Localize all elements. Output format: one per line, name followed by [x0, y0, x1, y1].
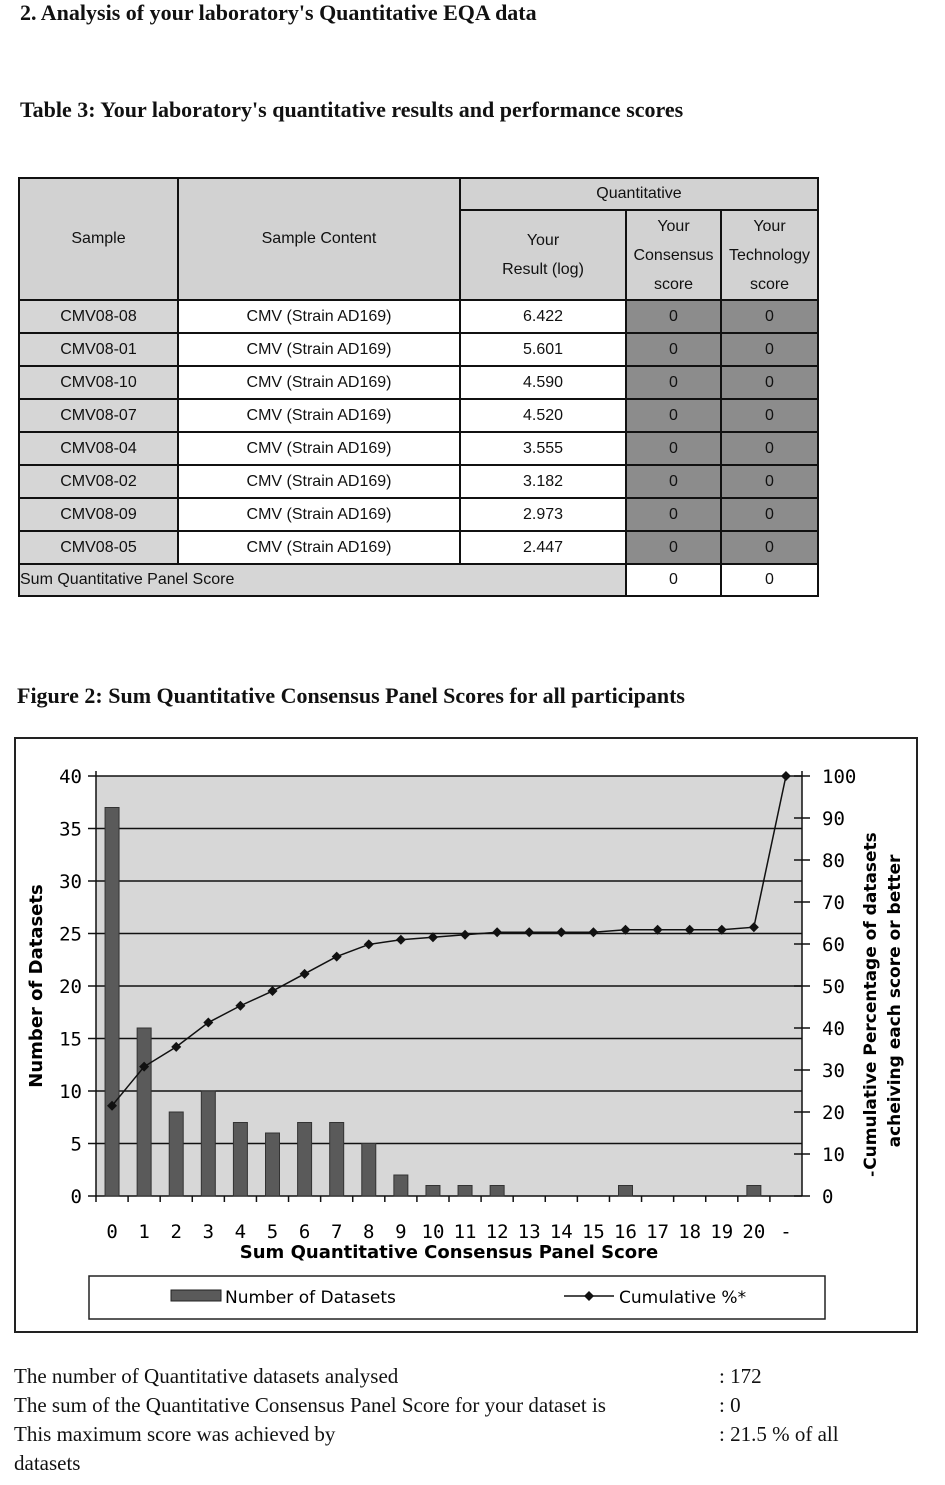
- x-tick-label: 11: [453, 1221, 477, 1243]
- bar: [747, 1186, 761, 1197]
- bar: [137, 1028, 151, 1196]
- sample-content: CMV (Strain AD169): [178, 498, 460, 531]
- y2-tick-label: 80: [822, 850, 845, 872]
- y2-tick-label: 90: [822, 808, 845, 830]
- y2-tick-label: 50: [822, 976, 845, 998]
- table-row: [19, 498, 818, 531]
- summary-label: The sum of the Quantitative Consensus Panel Score for your dataset is: [14, 1393, 606, 1417]
- bar: [266, 1133, 280, 1196]
- summary-value: : 0: [719, 1393, 741, 1417]
- sample-id: CMV08-02: [19, 465, 178, 498]
- table-row: [19, 300, 818, 333]
- summary-line: [14, 1362, 762, 1391]
- consensus-score: 0: [626, 531, 721, 564]
- y2-tick-label: 10: [822, 1144, 845, 1166]
- bar: [169, 1112, 183, 1196]
- figure-caption: Figure 2: Sum Quantitative Consensus Panel Scores for all participants: [17, 683, 685, 708]
- bar: [330, 1123, 344, 1197]
- legend-bar-swatch: [171, 1290, 221, 1301]
- sample-id: CMV08-04: [19, 432, 178, 465]
- sum-technology-score: 0: [721, 564, 818, 596]
- technology-score: 0: [721, 366, 818, 399]
- sample-id: CMV08-07: [19, 399, 178, 432]
- bar: [426, 1186, 440, 1197]
- y2-tick-label: 100: [822, 766, 857, 788]
- header-consensus-score: Your Consensus score: [626, 210, 721, 300]
- header-technology-score: Your Technology score: [721, 210, 818, 300]
- bar: [105, 808, 119, 1197]
- bar: [394, 1175, 408, 1196]
- sample-content: CMV (Strain AD169): [178, 531, 460, 564]
- y-tick-label: 35: [59, 818, 82, 841]
- x-tick-label: 10: [421, 1221, 445, 1243]
- x-tick-label: 4: [234, 1221, 247, 1243]
- sample-id: CMV08-01: [19, 333, 178, 366]
- y2-tick-label: 30: [822, 1060, 845, 1082]
- result-value: 2.973: [460, 498, 626, 531]
- header-your-result: Your Result (log): [460, 210, 626, 300]
- summary-line: [14, 1391, 741, 1420]
- technology-score: 0: [721, 531, 818, 564]
- result-value: 6.422: [460, 300, 626, 333]
- consensus-score: 0: [626, 432, 721, 465]
- y2-tick-label: 70: [822, 892, 845, 914]
- technology-score: 0: [721, 465, 818, 498]
- header-sample: Sample: [19, 178, 178, 300]
- x-tick-label: 5: [266, 1221, 279, 1243]
- x-tick-label: 19: [710, 1221, 734, 1243]
- y-tick-label: 30: [59, 871, 82, 893]
- bar: [458, 1186, 472, 1197]
- y-tick-label: 0: [70, 1186, 82, 1208]
- y2-tick-label: 0: [822, 1186, 834, 1208]
- y-tick-label: 20: [59, 976, 82, 998]
- bar: [201, 1091, 215, 1196]
- x-tick-label: 17: [646, 1221, 670, 1243]
- sample-content: CMV (Strain AD169): [178, 300, 460, 333]
- result-value: 3.182: [460, 465, 626, 498]
- bar: [362, 1144, 376, 1197]
- y-tick-label: 40: [59, 766, 82, 788]
- consensus-score: 0: [626, 366, 721, 399]
- y2-tick-label: 20: [822, 1102, 845, 1124]
- sample-content: CMV (Strain AD169): [178, 399, 460, 432]
- bar: [298, 1123, 312, 1197]
- x-tick-label: 15: [581, 1221, 605, 1243]
- x-tick-label: 9: [395, 1221, 407, 1243]
- table-row: [19, 333, 818, 366]
- technology-score: 0: [721, 333, 818, 366]
- chart-svg: [16, 739, 916, 1331]
- legend-bar-label: Number of Datasets: [225, 1288, 396, 1308]
- x-tick-label: 20: [742, 1221, 766, 1243]
- y2-axis-title-mark: ': [870, 1169, 876, 1189]
- technology-score: 0: [721, 399, 818, 432]
- x-tick-label: 6: [298, 1221, 311, 1243]
- summary-line: [14, 1420, 839, 1478]
- header-sample-content: Sample Content: [178, 178, 460, 300]
- result-value: 5.601: [460, 333, 626, 366]
- sum-consensus-score: 0: [626, 564, 721, 596]
- y-axis-title: Number of Datasets: [26, 884, 47, 1088]
- sample-content: CMV (Strain AD169): [178, 333, 460, 366]
- x-tick-label: 8: [363, 1221, 375, 1243]
- bar: [233, 1123, 247, 1197]
- bar: [490, 1186, 504, 1197]
- summary-value: : 21.5 % of all: [719, 1422, 839, 1446]
- x-tick-label: 16: [614, 1221, 637, 1243]
- summary-label: The number of Quantitative datasets analysed: [14, 1364, 399, 1388]
- y2-axis-title-line2: acheiving each score or better: [885, 854, 905, 1148]
- x-tick-label: 1: [138, 1221, 150, 1243]
- table-row: [19, 399, 818, 432]
- results-table: [18, 177, 819, 597]
- y-tick-label: 5: [70, 1133, 82, 1156]
- x-tick-label: 18: [678, 1221, 702, 1243]
- technology-score: 0: [721, 432, 818, 465]
- result-value: 2.447: [460, 531, 626, 564]
- sample-id: CMV08-10: [19, 366, 178, 399]
- consensus-score: 0: [626, 465, 721, 498]
- header-quantitative: Quantitative: [460, 178, 818, 210]
- consensus-score: 0: [626, 399, 721, 432]
- x-tick-label: 7: [330, 1221, 343, 1243]
- sample-id: CMV08-05: [19, 531, 178, 564]
- technology-score: 0: [721, 498, 818, 531]
- summary-value: : 172: [719, 1364, 762, 1388]
- consensus-score: 0: [626, 300, 721, 333]
- table-caption: Table 3: Your laboratory's quantitative results and performance scores: [20, 97, 684, 122]
- sample-content: CMV (Strain AD169): [178, 465, 460, 498]
- x-tick-label: 2: [170, 1221, 182, 1243]
- x-tick-label: 12: [485, 1221, 509, 1243]
- bar: [619, 1186, 633, 1197]
- y2-tick-label: 60: [822, 934, 845, 956]
- x-axis-title: Sum Quantitative Consensus Panel Score: [239, 1242, 659, 1263]
- consensus-score: 0: [626, 498, 721, 531]
- x-tick-label: -: [780, 1221, 792, 1243]
- result-value: 3.555: [460, 432, 626, 465]
- x-tick-label: 13: [517, 1221, 541, 1243]
- legend-line-label: Cumulative %*: [619, 1288, 747, 1308]
- sample-id: CMV08-09: [19, 498, 178, 531]
- y-tick-label: 10: [59, 1081, 82, 1103]
- summary-label: This maximum score was achieved by datasets: [14, 1422, 336, 1475]
- y2-axis-title-line1: Cumulative Percentage of datasets: [861, 832, 881, 1170]
- table-row: [19, 531, 818, 564]
- section-title: 2. Analysis of your laboratory's Quantitative EQA data: [20, 0, 537, 25]
- table-row: [19, 432, 818, 465]
- consensus-score: 0: [626, 333, 721, 366]
- sample-content: CMV (Strain AD169): [178, 432, 460, 465]
- sample-id: CMV08-08: [19, 300, 178, 333]
- sample-content: CMV (Strain AD169): [178, 366, 460, 399]
- result-value: 4.590: [460, 366, 626, 399]
- table-row: [19, 465, 818, 498]
- figure-chart: [14, 737, 918, 1333]
- x-tick-label: 0: [106, 1221, 118, 1243]
- y-tick-label: 25: [59, 923, 82, 946]
- x-tick-label: 14: [549, 1221, 573, 1243]
- sum-row-label: Sum Quantitative Panel Score: [19, 564, 626, 596]
- y2-tick-label: 40: [822, 1018, 845, 1040]
- result-value: 4.520: [460, 399, 626, 432]
- table-row: [19, 366, 818, 399]
- y-tick-label: 15: [59, 1028, 82, 1051]
- x-tick-label: 3: [202, 1221, 215, 1243]
- technology-score: 0: [721, 300, 818, 333]
